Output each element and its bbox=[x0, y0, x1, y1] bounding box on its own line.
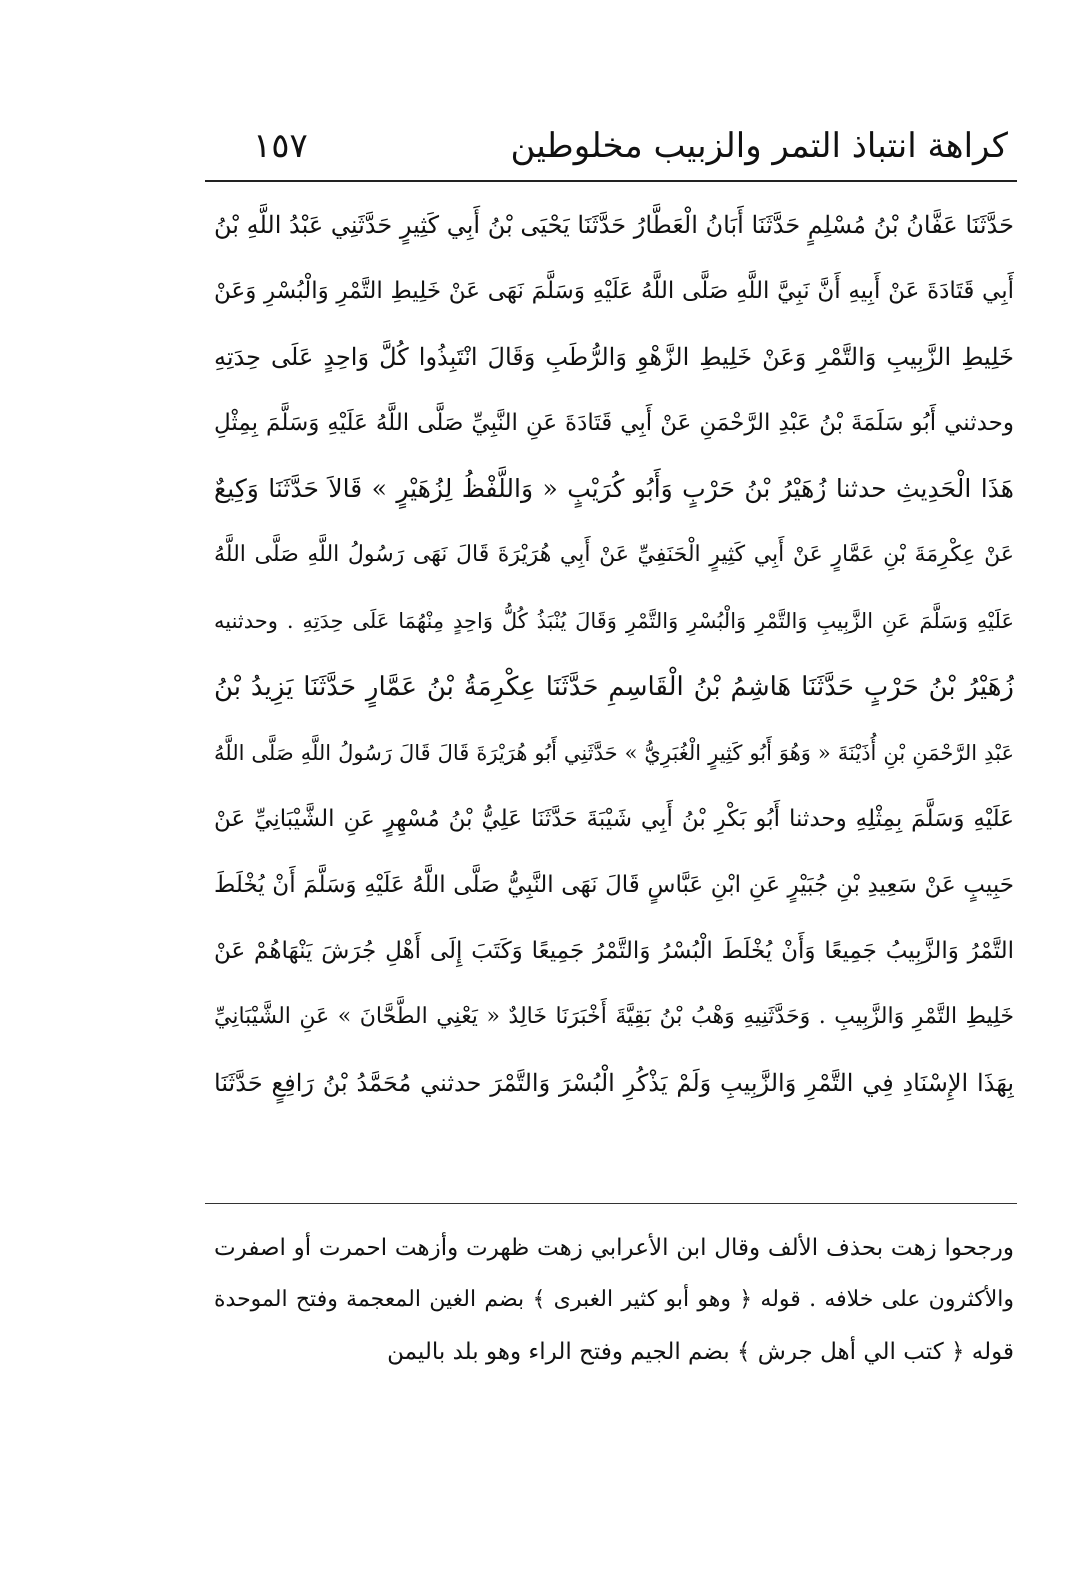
text-line: زُهَيْرُ بْنُ حَرْبٍ حَدَّثَنَا هَاشِمُ بْنُ الْقَاسِمِ حَدَّثَنَا عِكْرِمَةُ بْنُ عَمَّارٍ حَدَّثَنَا يَزِيدُ بْنُ bbox=[214, 672, 1014, 702]
page-number: ١٥٧ bbox=[253, 126, 308, 166]
text-line: عَنْ عِكْرِمَةَ بْنِ عَمَّارٍ عَنْ أَبِي كَثِيرٍ الْحَنَفِيِّ عَنْ أَبِي هُرَيْرَةَ قَالَ نَهَى رَسُولُ اللَّهِ صَلَّى اللَّهُ bbox=[214, 542, 1014, 567]
running-title: كراهة انتباذ التمر والزبيب مخلوطين bbox=[510, 126, 1008, 166]
footnote-rule bbox=[205, 1203, 1017, 1204]
text-line: بِهَذَا الإِسْنَادِ فِي التَّمْرِ وَالزَّبِيبِ وَلَمْ يَذْكُرِ الْبُسْرَ وَالتَّمْرَ حدثني مُحَمَّدُ بْنُ رَافِعٍ حَدَّثَنَا bbox=[214, 1069, 1014, 1097]
text-line: وحدثني أَبُو سَلَمَةَ بْنُ عَبْدِ الرَّحْمَنِ عَنْ أَبِي قَتَادَةَ عَنِ النَّبِيِّ صَلَّى اللَّهُ عَلَيْهِ وَسَلَّمَ بِمِثْلِ bbox=[214, 410, 1014, 436]
text-line: عَبْدِ الرَّحْمَنِ بْنِ أُذَيْنَةَ « وَهُوَ أَبُو كَثِيرٍ الْغُبَرِيُّ » حَدَّثَنِي أَبُو هُرَيْرَةَ قَالَ قَالَ رَسُولُ اللَّهِ صَلَّى اللَّهُ bbox=[214, 741, 1014, 765]
footnote-line: والأكثرون على خلافه . قوله ﴿ وهو أبو كثير الغبرى ﴾ بضم الغين المعجمة وفتح الموحدة bbox=[214, 1287, 1014, 1312]
header-rule bbox=[205, 180, 1017, 182]
text-line: حَدَّثَنَا عَفَّانُ بْنُ مُسْلِمٍ حَدَّثَنَا أَبَانُ الْعَطَّارُ حَدَّثَنَا يَحْيَى بْنُ أَبِي كَثِيرٍ حَدَّثَنِي عَبْدُ اللَّهِ بْنُ bbox=[214, 211, 1014, 239]
footnotes-block bbox=[214, 1222, 1014, 1378]
text-line: التَّمْرُ وَالزَّبِيبُ جَمِيعًا وَأَنْ يُخْلَطَ الْبُسْرُ وَالتَّمْرُ جَمِيعًا وَكَتَبَ إِلَى أَهْلِ جُرَشَ يَنْهَاهُمْ عَنْ bbox=[214, 938, 1014, 964]
text-line: حَبِيبٍ عَنْ سَعِيدِ بْنِ جُبَيْرٍ عَنِ ابْنِ عَبَّاسٍ قَالَ نَهَى النَّبِيُّ صَلَّى اللَّهُ عَلَيْهِ وَسَلَّمَ أَنْ يُخْلَطَ bbox=[214, 872, 1014, 898]
text-line: عَلَيْهِ وَسَلَّمَ بِمِثْلِهِ وحدثنا أَبُو بَكْرِ بْنُ أَبِي شَيْبَةَ حَدَّثَنَا عَلِيُّ بْنُ مُسْهِرٍ عَنِ الشَّيْبَانِيِّ عَنْ bbox=[214, 806, 1014, 832]
text-line: أَبِي قَتَادَةَ عَنْ أَبِيهِ أَنَّ نَبِيَّ اللَّهِ صَلَّى اللَّهُ عَلَيْهِ وَسَلَّمَ نَهَى عَنْ خَلِيطِ التَّمْرِ وَالْبُسْرِ وَعَنْ bbox=[214, 278, 1014, 304]
footnote-line: قوله ﴿ كتب الي أهل جرش ﴾ بضم الجيم وفتح الراء وهو بلد باليمن bbox=[387, 1339, 1014, 1365]
text-line: عَلَيْهِ وَسَلَّمَ عَنِ الزَّبِيبِ وَالتَّمْرِ وَالْبُسْرِ وَالتَّمْرِ وَقَالَ يُنْبَذُ كُلُّ وَاحِدٍ مِنْهُمَا عَلَى حِدَتِهِ . وحدثنيه bbox=[214, 609, 1014, 633]
text-line: هَذَا الْحَدِيثِ حدثنا زُهَيْرُ بْنُ حَرْبٍ وَأَبُو كُرَيْبٍ « وَاللَّفْظُ لِزُهَيْرٍ » قَالاَ حَدَّثَنَا وَكِيعٌ bbox=[214, 474, 1014, 503]
hadith-text-block bbox=[214, 192, 1014, 1116]
text-line: خَلِيطِ الزَّبِيبِ وَالتَّمْرِ وَعَنْ خَلِيطِ الزَّهْوِ وَالرُّطَبِ وَقَالَ انْتَبِذُوا كُلَّ وَاحِدٍ عَلَى حِدَتِهِ bbox=[214, 343, 1014, 371]
page-header bbox=[205, 118, 1020, 178]
footnote-line: ورجحوا زهت بحذف الألف وقال ابن الأعرابي زهت ظهرت وأزهت احمرت أو اصفرت bbox=[214, 1235, 1014, 1261]
text-line: خَلِيطِ التَّمْرِ وَالزَّبِيبِ . وَحَدَّثَنِيهِ وَهْبُ بْنُ بَقِيَّةَ أَخْبَرَنَا خَالِدٌ « يَعْنِي الطَّحَّانَ » عَنِ الشَّيْبَانِيِّ bbox=[214, 1004, 1014, 1029]
